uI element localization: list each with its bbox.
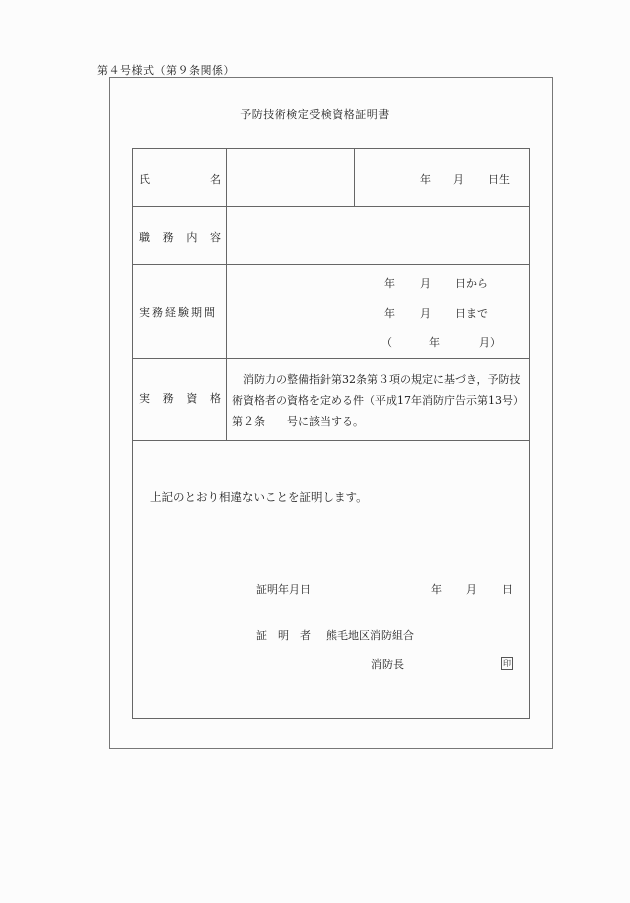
certification-month: 月 [466, 583, 477, 596]
total-month: 月） [479, 336, 501, 349]
certification-date-label: 証明年月日 [256, 583, 311, 596]
seal-icon: 印 [503, 659, 511, 668]
duties-field[interactable] [229, 209, 525, 261]
name-field[interactable] [229, 151, 351, 203]
from-year: 年 [384, 277, 395, 290]
to-month: 月 [420, 307, 431, 320]
total-year: 年 [429, 336, 440, 349]
row-divider [133, 206, 529, 207]
qualification-label: 実 務 資 格 [139, 392, 221, 405]
birth-day: 日生 [488, 173, 510, 186]
label-column-divider [226, 149, 227, 440]
total-open-paren: （ [381, 336, 392, 349]
certifier-position: 消防長 [371, 658, 404, 671]
from-day: 日から [455, 277, 488, 290]
to-day: 日まで [455, 307, 488, 320]
row-divider [133, 358, 529, 359]
birth-year: 年 [420, 173, 431, 186]
certification-day: 日 [502, 583, 513, 596]
row-divider [133, 440, 529, 441]
duties-label: 職 務 内 容 [139, 231, 221, 244]
qualification-text: 消防力の整備指針第32条第３項の規定に基づき，予防技術資格者の資格を定める件（平成17年消防庁告示第13号）第２条 号に該当する。 [232, 373, 524, 428]
document-title: 予防技術検定受検資格証明書 [240, 108, 390, 121]
form-number: 第４号様式（第９条関係） [97, 64, 235, 77]
certification-year: 年 [431, 583, 442, 596]
certifier-label: 証 明 者 [256, 629, 311, 642]
certification-statement: 上記のとおり相違ないことを証明します。 [150, 490, 368, 504]
birth-month: 月 [453, 173, 464, 186]
seal-mark [501, 656, 513, 670]
to-year: 年 [384, 307, 395, 320]
certificate-table [132, 148, 530, 719]
from-month: 月 [420, 277, 431, 290]
name-label: 氏 名 [139, 173, 221, 186]
row-divider [133, 264, 529, 265]
experience-period-label: 実務経験期間 [139, 306, 217, 319]
name-birth-divider [354, 149, 355, 206]
certifier-organization: 熊毛地区消防組合 [326, 629, 414, 642]
